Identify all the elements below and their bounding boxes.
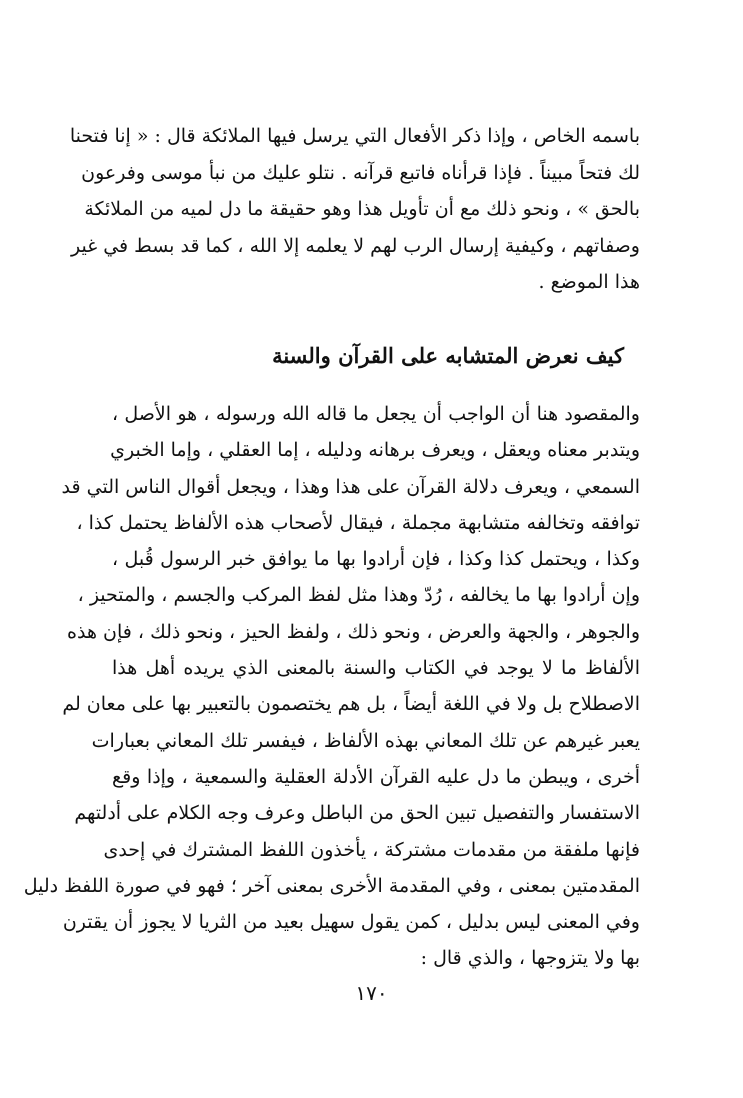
text-line: أخرى ، ويبطن ما دل عليه القرآن الأدلة العقلية والسمعية ، وإذا وقع: [112, 765, 640, 788]
text-line: وفي المعنى ليس بدليل ، كمن يقول سهيل بعيد من الثريا لا يجوز أن يقترن: [62, 911, 640, 934]
text-line: الاستفسار والتفصيل تبين الحق من الباطل وعرف وجه الكلام على أدلتهم: [74, 802, 640, 825]
text-line: المقدمتين بمعنى ، وفي المقدمة الأخرى بمعنى آخر ؛ فهو في صورة اللفظ دليل: [23, 874, 640, 897]
text-line: لك فتحاً مبيناً . فإذا قرأناه فاتبع قرآنه . نتلو عليك من نبأ موسى وفرعون: [81, 161, 640, 184]
text-line: وإن أرادوا بها ما يخالفه ، رُدّ وهذا مثل لفظ المركب والجسم ، والمتحيز ،: [77, 584, 640, 607]
text-line: الاصطلاح بل ولا في اللغة أيضاً ، بل هم يختصمون بالتعبير بها على معان لم: [62, 693, 640, 716]
paragraph-main: [23, 396, 640, 977]
text-line: يعبر غيرهم عن تلك المعاني بهذه الألفاظ ، فيفسر تلك المعاني بعبارات: [91, 729, 640, 752]
text-line: توافقه وتخالفه متشابهة مجملة ، فيقال لأصحاب هذه الألفاظ يحتمل كذا ،: [76, 511, 640, 534]
text-line: بالحق » ، ونحو ذلك مع أن تأويل هذا وهو حقيقة ما دل لميه من الملائكة: [84, 198, 640, 220]
text-line: والمقصود هنا أن الواجب أن يجعل ما قاله الله ورسوله ، هو الأصل ،: [112, 403, 640, 425]
text-line: باسمه الخاص ، وإذا ذكر الأفعال التي يرسل فيها الملائكة قال : « إنا فتحنا: [69, 125, 640, 147]
text-line: السمعي ، ويعرف دلالة القرآن على هذا وهذا ، ويجعل أقوال الناس التي قد: [61, 475, 640, 498]
text-line: وصفاتهم ، وكيفية إرسال الرب لهم لا يعلمه إلا الله ، كما قد بسط في غير: [71, 234, 640, 257]
section-heading: كيف نعرض المتشابه على القرآن والسنة: [272, 343, 624, 368]
text-line: بها ولا يتزوجها ، والذي قال :: [420, 947, 640, 970]
text-line: ويتدبر معناه ويعقل ، ويعرف برهانه ودليله ، إما العقلي ، وإما الخبري: [110, 439, 640, 462]
text-line: فإنها ملفقة من مقدمات مشتركة ، يأخذون اللفظ المشترك في إحدى: [103, 838, 640, 861]
paragraph-top: [69, 118, 640, 301]
text-line: هذا الموضع .: [538, 271, 640, 293]
text-line: الألفاظ ما لا يوجد في الكتاب والسنة بالمعنى الذي يريده أهل هذا: [112, 657, 640, 680]
text-line: والجوهر ، والجهة والعرض ، ونحو ذلك ، ولفظ الحيز ، ونحو ذلك ، فإن هذه: [67, 620, 640, 643]
text-line: وكذا ، ويحتمل كذا وكذا ، فإن أرادوا بها ما يوافق خبر الرسول قُبل ،: [112, 548, 640, 571]
page-number: ١٧٠: [355, 981, 388, 1005]
